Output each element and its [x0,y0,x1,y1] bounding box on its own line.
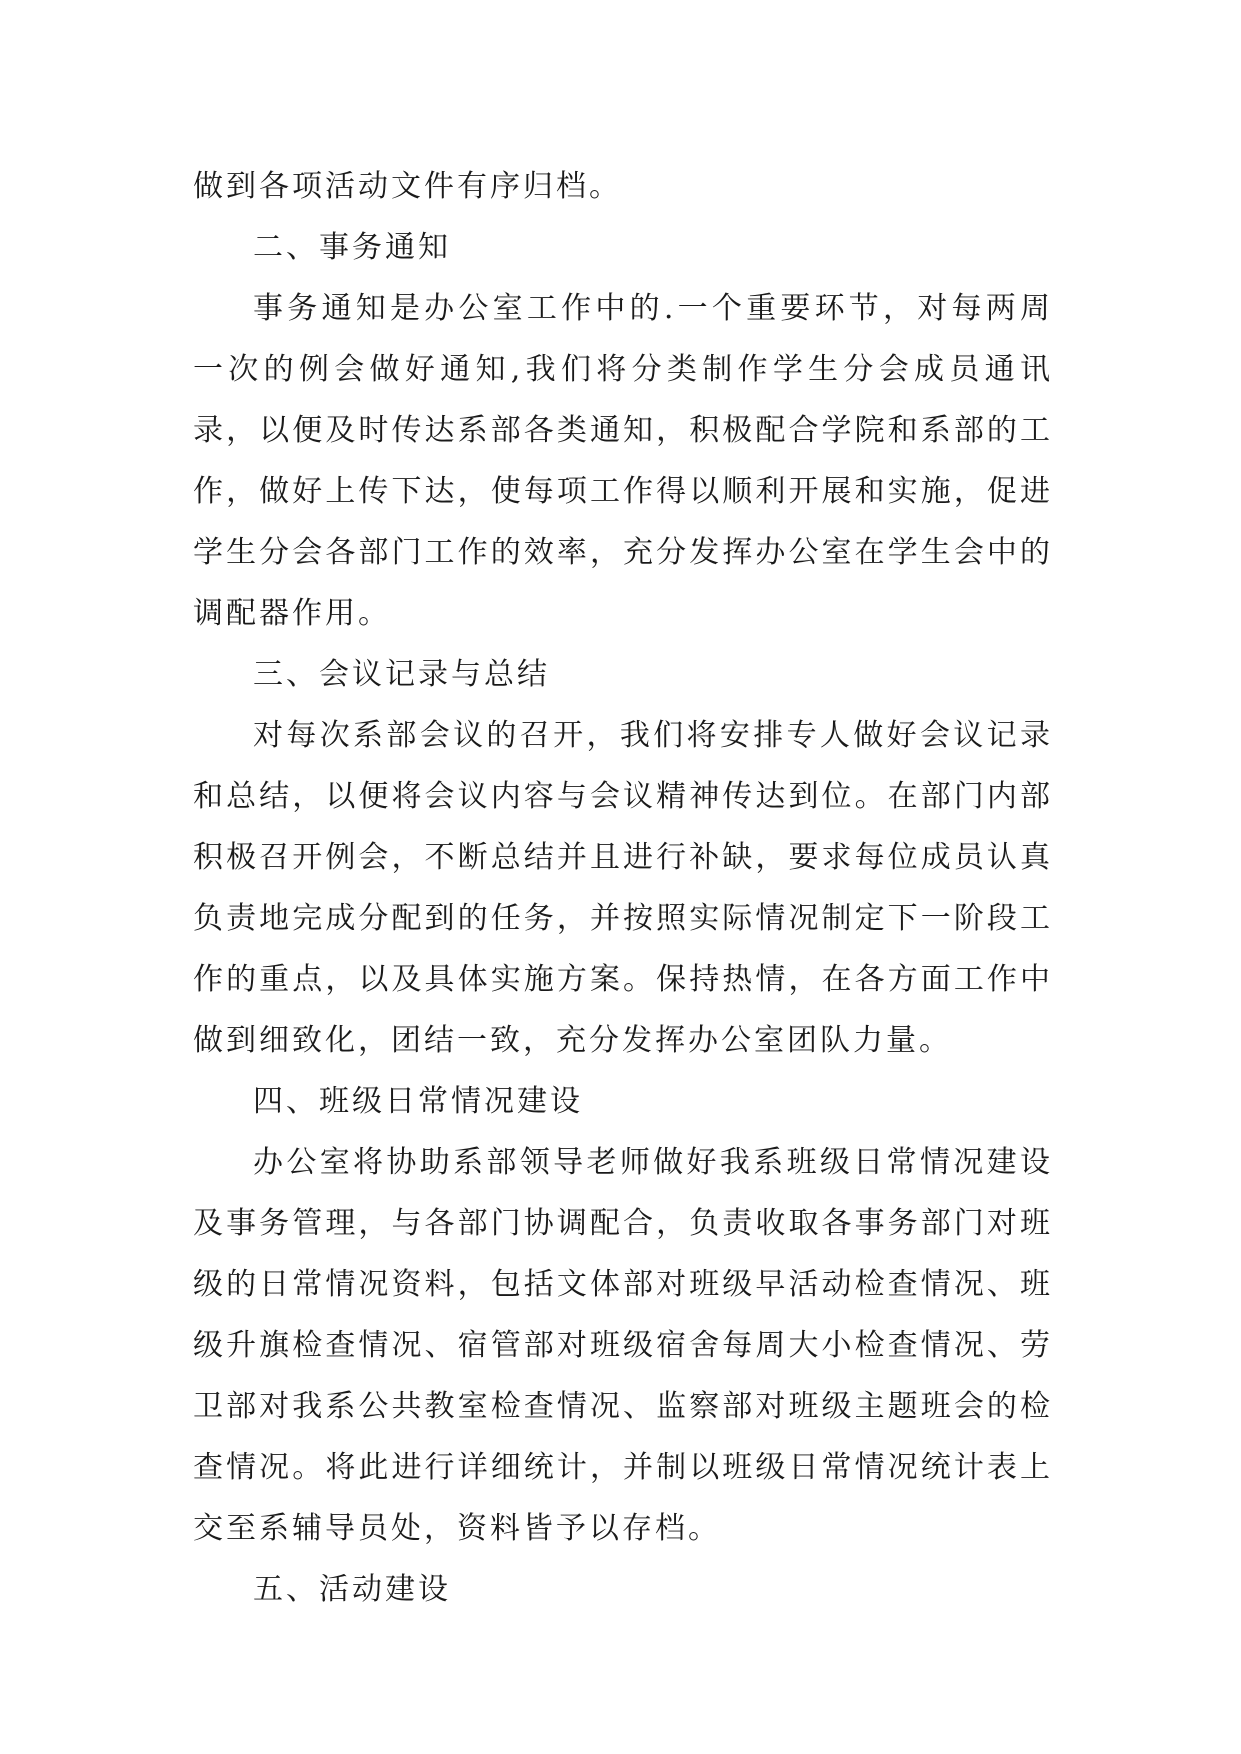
heading-class-daily-construction: 四、班级日常情况建设 [253,1084,583,1119]
paragraph-meeting-records: 对每次系部会议的召开，我们将安排专人做好会议记录和总结，以便将会议内容与会议精神传达到位。在部门内部积极召开例会，不断总结并且进行补缺，要求每位成员认真负责地完成分配到的任务，并按照实际情况制定下一阶段工作的重点，以及具体实施方案。保持热情，在各方面工作中做到细致化，团结一致，充分发挥办公室团队力量。 [193,718,1053,1058]
paragraph-affairs-notice: 事务通知是办公室工作中的.一个重要环节，对每两周一次的例会做好通知,我们将分类制作学生分会成员通讯录，以便及时传达系部各类通知，积极配合学院和系部的工作，做好上传下达，使每项工作得以顺利开展和实施，促进学生分会各部门工作的效率，充分发挥办公室在学生会中的调配器作用。 [193,291,1053,631]
paragraph-archiving: 做到各项活动文件有序归档。 [193,169,622,204]
heading-meeting-records: 三、会议记录与总结 [253,657,550,692]
heading-affairs-notice: 二、事务通知 [253,230,451,265]
document-body [193,156,1053,1620]
heading-activity-construction: 五、活动建设 [253,1572,451,1607]
paragraph-class-daily-construction: 办公室将协助系部领导老师做好我系班级日常情况建设及事务管理，与各部门协调配合，负责收取各事务部门对班级的日常情况资料，包括文体部对班级早活动检查情况、班级升旗检查情况、宿管部对班级宿舍每周大小检查情况、劳卫部对我系公共教室检查情况、监察部对班级主题班会的检查情况。将此进行详细统计，并制以班级日常情况统计表上交至系辅导员处，资料皆予以存档。 [193,1145,1053,1546]
